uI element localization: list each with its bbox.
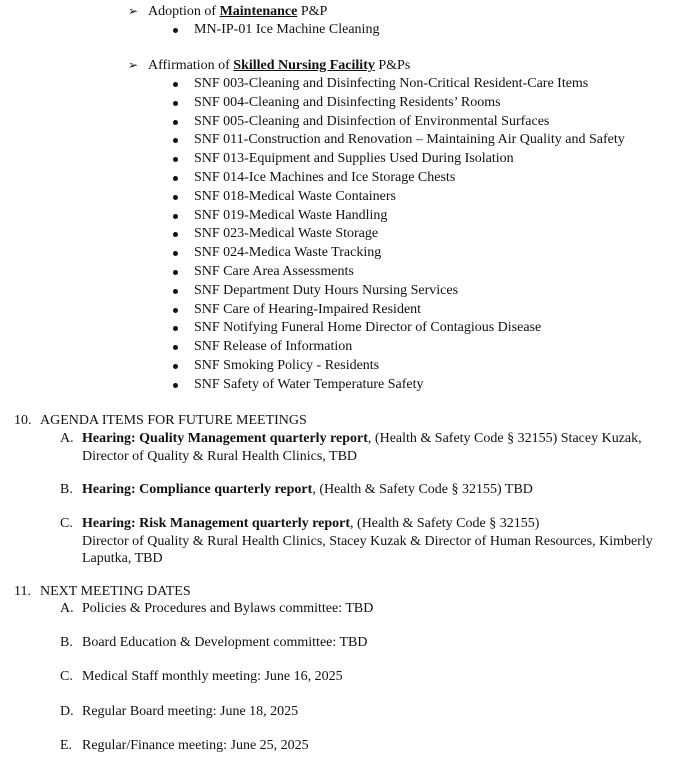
arrow-bullet-icon: ➢ (128, 58, 139, 72)
item-title: Hearing: Risk Management quarterly report (82, 516, 351, 531)
list-item: SNF Notifying Funeral Home Director of Contagious Disease (172, 319, 625, 338)
item-letter: E. (60, 738, 73, 753)
list-item: SNF Safety of Water Temperature Safety (172, 376, 625, 395)
item-title: Hearing: Compliance quarterly report (82, 482, 313, 497)
list-item: SNF 005-Cleaning and Disinfection of Environmental Surfaces (172, 113, 625, 132)
document-page: ➢ Adoption of Maintenance P&P MN-IP-01 Ice Machine Cleaning ➢ Affirmation of Skilled Nursing Facility P&Ps SNF 003-Cleaning and Disinfecting Non-Critical Resident-Care Items SNF 004-Cleaning and Disinfecting Residents’ Rooms SNF 005-Cleaning and Disinfection of Environmental Surfaces SNF 011-Construction and Renovation – Maintaining Air Quality and Safety SNF 013-Equipment and Supplies Used During Isolation SNF 014-Ice Machines and Ice Storage Chests SNF 018-Medical Waste Containers SNF 019-Medical Waste Handling SNF 023-Medical Waste Storage SNF 024-Medica Waste Tracking SNF Care Area Assessments SNF Department Duty Hours Nursing Services SNF Care of Hearing-Impaired Resident SNF Notifying Funeral Home Director of Contagious Disease SNF Release of Information SNF Smoking Policy - Residents SNF Safety of Water Temperature Safety 10. AGENDA ITEMS FOR FUTURE MEETINGS A. Hearing: Quality Management quarterly report, (Health & Safety Code § 32155) Stacey Kuzak, Director of Quality & Rural Health Clinics, TBD B. Hearing: Compliance quarterly report, (Health & Safety Code § 32155) TBD C. Hearing: Risk Management quarterly report, (Health & Safety Code § 32155) Director of Quality & Rural Health Clinics, Stacey Kuzak & Director of Human Resources, Kimberly Laputka, TBD 11. NEXT MEETING DATES A. Policies & Procedures and Bylaws committee: TBD B. Board Education & Development committee: TBD C. Medical Staff monthly meeting: June 16, 2025 D. Regular Board meeting: June 18, 2025 E. Regular/Finance meeting: June 25, 2025 (14, 4, 653, 753)
maintenance-emphasis: Maintenance (219, 4, 298, 19)
item-letter: D. (60, 704, 74, 719)
maintenance-list (172, 21, 379, 40)
section-10-heading (14, 412, 307, 430)
list-item: SNF 023-Medical Waste Storage (172, 225, 625, 244)
snf-heading: ➢ Affirmation of Skilled Nursing Facility P&Ps (128, 58, 411, 73)
list-item: SNF Release of Information (172, 338, 625, 357)
list-item: SNF 004-Cleaning and Disinfecting Residents’ Rooms (172, 94, 625, 113)
section-title: NEXT MEETING DATES (40, 584, 191, 599)
list-item: SNF Smoking Policy - Residents (172, 357, 625, 376)
list-item: SNF 013-Equipment and Supplies Used During Isolation (172, 150, 625, 169)
item-letter: B. (60, 482, 73, 497)
section-number: 10. (14, 413, 32, 428)
list-item: SNF Care Area Assessments (172, 263, 625, 282)
item-letter: B. (60, 635, 73, 650)
item-title: Hearing: Quality Management quarterly report (82, 431, 368, 446)
item-letter: C. (60, 516, 73, 531)
arrow-bullet-icon: ➢ (128, 4, 139, 18)
list-item: SNF 003-Cleaning and Disinfecting Non-Critical Resident-Care Items (172, 75, 625, 94)
section-number: 11. (14, 584, 31, 599)
snf-list (172, 75, 625, 395)
item-letter: A. (60, 601, 74, 616)
list-item: SNF 019-Medical Waste Handling (172, 207, 625, 226)
list-item: SNF 011-Construction and Renovation – Maintaining Air Quality and Safety (172, 131, 625, 150)
section-title: AGENDA ITEMS FOR FUTURE MEETINGS (40, 413, 307, 428)
list-item: SNF 024-Medica Waste Tracking (172, 244, 625, 263)
snf-emphasis: Skilled Nursing Facility (233, 58, 375, 73)
list-item: SNF 014-Ice Machines and Ice Storage Chests (172, 169, 625, 188)
list-item: MN-IP-01 Ice Machine Cleaning (172, 21, 379, 40)
list-item: SNF 018-Medical Waste Containers (172, 188, 625, 207)
list-item: SNF Department Duty Hours Nursing Services (172, 282, 625, 301)
item-letter: C. (60, 669, 73, 684)
list-item: SNF Care of Hearing-Impaired Resident (172, 301, 625, 320)
maintenance-heading: ➢ Adoption of Maintenance P&P (128, 4, 328, 19)
item-letter: A. (60, 431, 74, 446)
section-11-heading (14, 583, 191, 601)
